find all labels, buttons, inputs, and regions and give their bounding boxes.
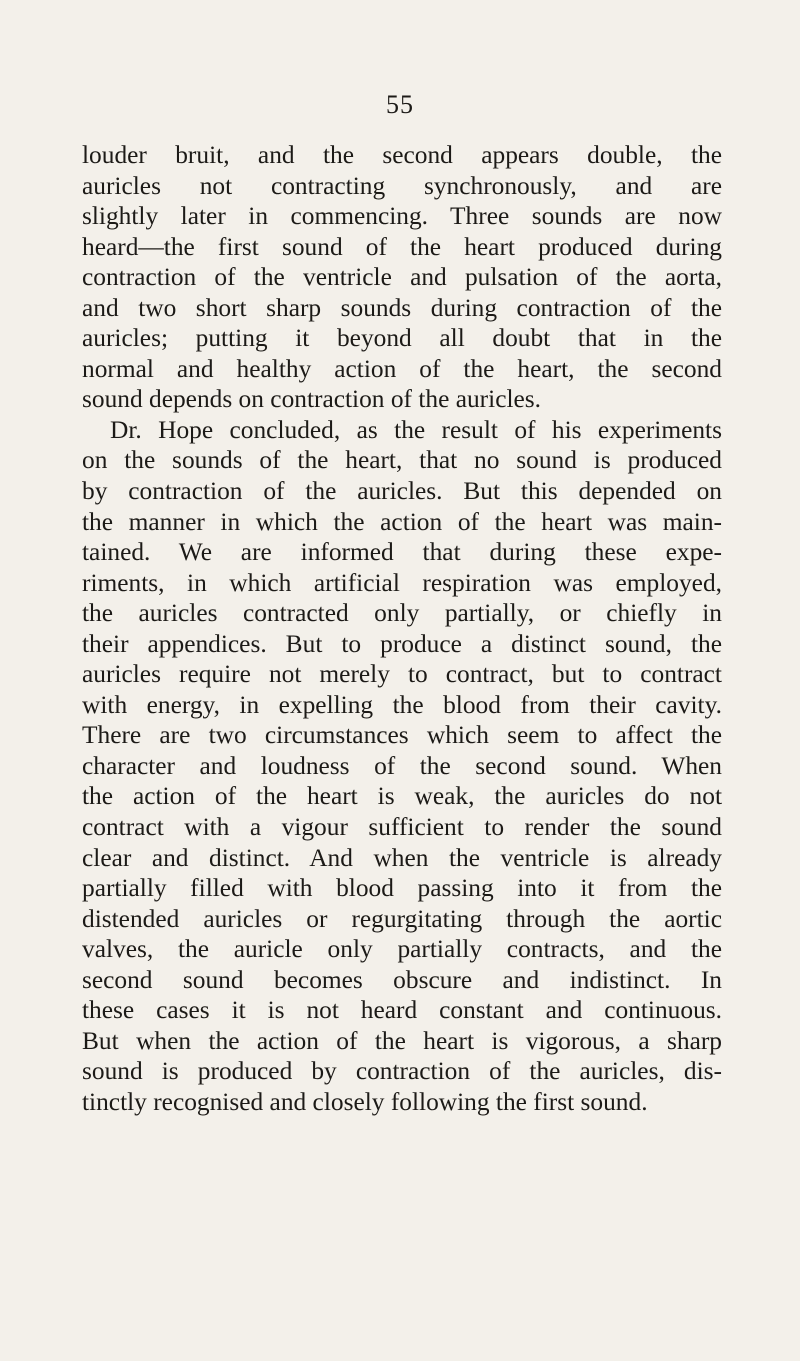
- text-line-9: sound depends on contraction of the auricles.: [82, 385, 542, 414]
- text-line-13: the manner in which the action of the heart was main-: [82, 507, 722, 536]
- text-line-2: auricles not contracting synchronously, and are: [82, 171, 722, 200]
- text-line-12: by contraction of the auricles. But this depended on: [82, 477, 722, 506]
- text-line-27: valves, the auricle only partially contracts, and the: [82, 935, 722, 964]
- text-line-16: the auricles contracted only partially, or chiefly in: [82, 599, 722, 628]
- body-text: [82, 140, 722, 1118]
- text-line-1: louder bruit, and the second appears double, the: [82, 141, 722, 169]
- text-line-20: There are two circumstances which seem to affect the: [82, 721, 722, 750]
- text-line-24: clear and distinct. And when the ventricle is already: [82, 843, 722, 872]
- text-line-30: But when the action of the heart is vigorous, a sharp: [82, 1026, 722, 1055]
- text-line-28: second sound becomes obscure and indistinct. In: [82, 965, 722, 994]
- text-line-22: the action of the heart is weak, the auricles do not: [82, 782, 722, 811]
- text-line-6: and two short sharp sounds during contraction of the: [82, 293, 722, 322]
- text-line-7: auricles; putting it beyond all doubt that in the: [82, 324, 722, 353]
- text-line-5: contraction of the ventricle and pulsation of the aorta,: [82, 263, 722, 292]
- page-number: 55: [386, 90, 414, 119]
- text-line-17: their appendices. But to produce a distinct sound, the: [82, 629, 722, 658]
- text-line-14: tained. We are informed that during these expe-: [82, 538, 722, 567]
- text-line-3: slightly later in commencing. Three sounds are now: [82, 202, 722, 231]
- text-line-15: riments, in which artificial respiration was employed,: [82, 568, 722, 597]
- text-line-23: contract with a vigour sufficient to render the sound: [82, 813, 722, 842]
- text-line-25: partially filled with blood passing into it from the: [82, 874, 722, 903]
- text-line-32: tinctly recognised and closely following the first sound.: [82, 1087, 648, 1116]
- text-line-21: character and loudness of the second sound. When: [82, 751, 722, 780]
- text-line-29: these cases it is not heard constant and continuous.: [82, 996, 722, 1025]
- text-line-8: normal and healthy action of the heart, the second: [82, 354, 722, 383]
- text-line-11: on the sounds of the heart, that no sound is produced: [82, 446, 722, 475]
- text-line-4: heard—the first sound of the heart produced during: [82, 232, 722, 261]
- text-line-18: auricles require not merely to contract, but to contract: [82, 660, 722, 689]
- text-line-10: Dr. Hope concluded, as the result of his experiments: [110, 415, 722, 444]
- text-line-31: sound is produced by contraction of the auricles, dis-: [82, 1057, 722, 1086]
- text-line-26: distended auricles or regurgitating through the aortic: [82, 904, 722, 933]
- text-line-19: with energy, in expelling the blood from their cavity.: [82, 690, 722, 719]
